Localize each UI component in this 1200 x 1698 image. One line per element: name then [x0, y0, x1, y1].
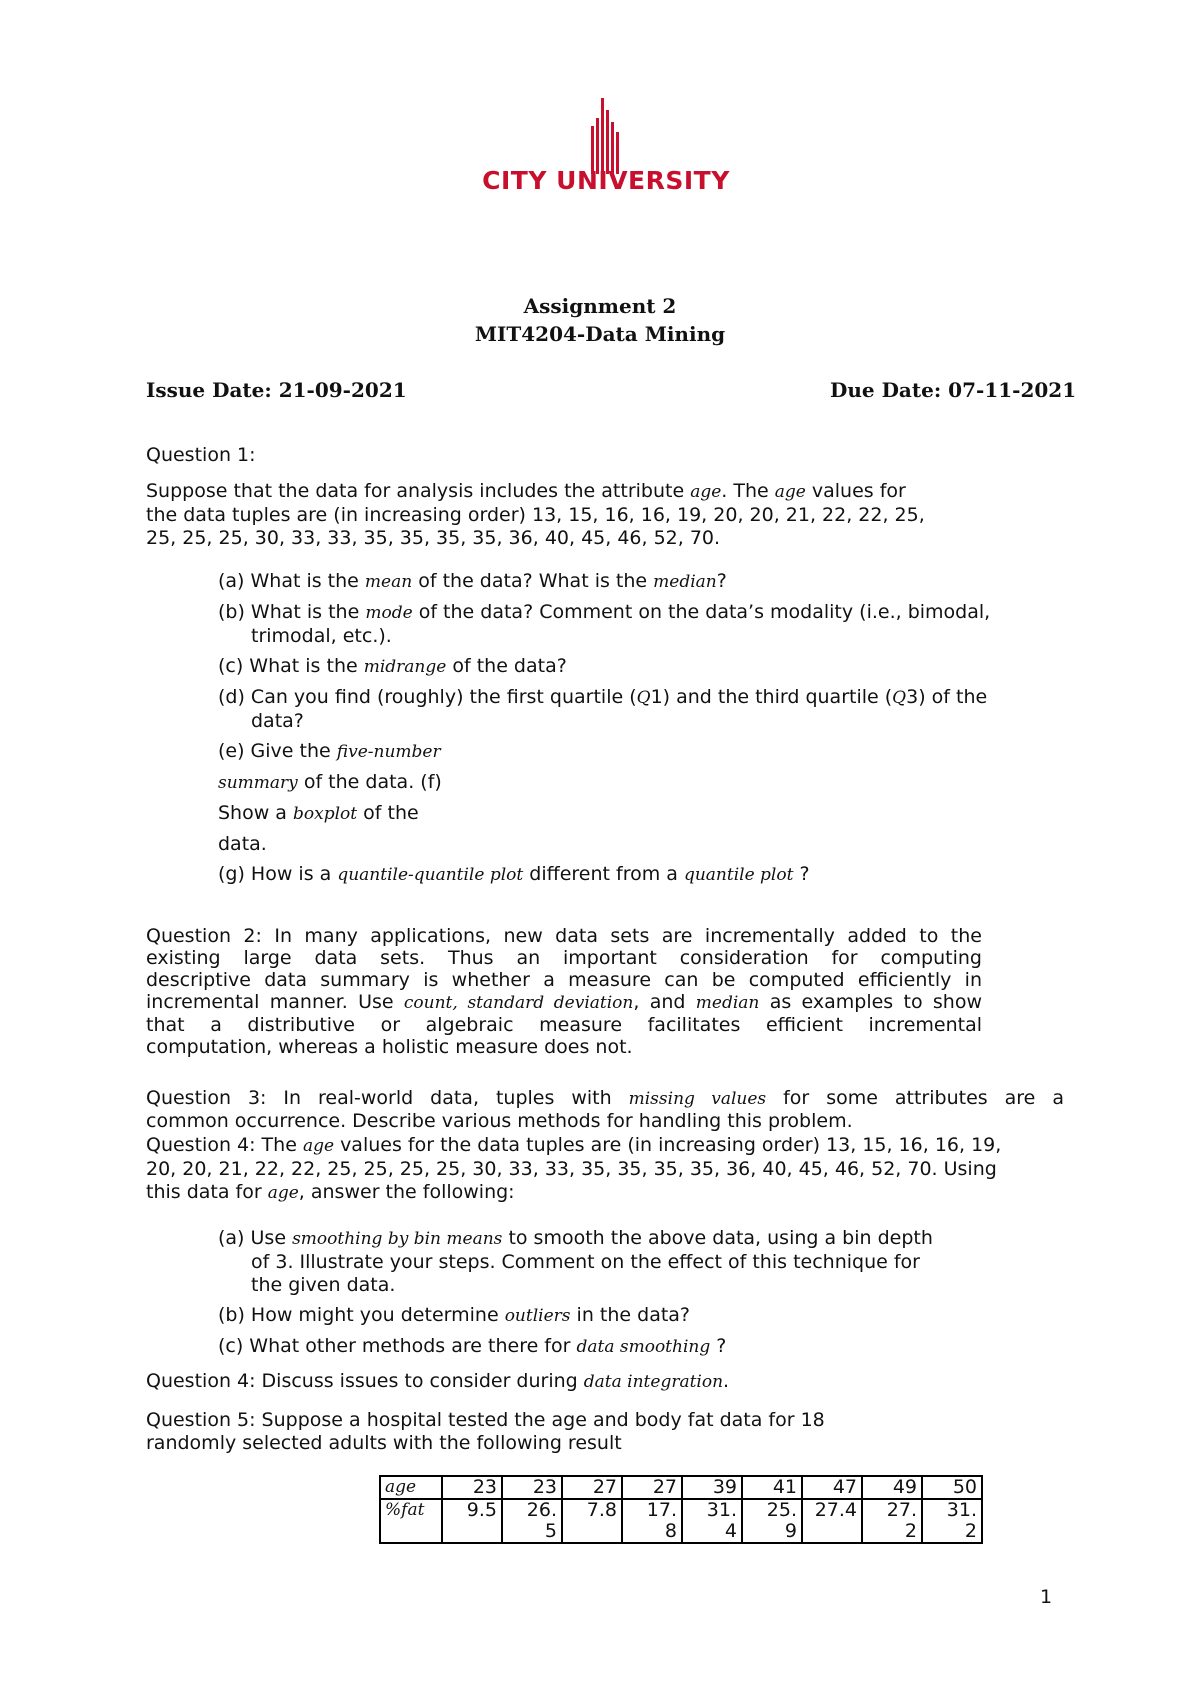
- table-cell: 47: [802, 1476, 862, 1499]
- q1-part-b: (b) What is the mode of the data? Comment on the data’s modality (i.e., bimodal,: [218, 601, 991, 623]
- table-cell: 50: [922, 1476, 982, 1499]
- table-cell: 25. 9: [742, 1499, 802, 1543]
- table-cell: 27: [622, 1476, 682, 1499]
- q4-part-a: (a) Use smoothing by bin means to smooth the above data, using a bin depth: [218, 1227, 933, 1249]
- table-cell: 39: [682, 1476, 742, 1499]
- q1-parts: (a) What is the mean of the data? What is the median? (b) What is the mode of the data? Comment on the data’s modality (i.e., bimodal, trimodal, etc.). (c) What is the midrange of the data? (d) Can you find (roughly) the first quartile (Q1) and the third quartile (Q3) of the data? (e) Give the five-number summary of the data. (f) Show a boxplot of the data. (g) How is a quantile-quantile plot different from a quantile plot ?: [218, 570, 1068, 887]
- table-cell: 17. 8: [622, 1499, 682, 1543]
- table-cell: 31. 2: [922, 1499, 982, 1543]
- page-number: 1: [1040, 1586, 1053, 1608]
- table-cell: 31. 4: [682, 1499, 742, 1543]
- q1-heading: Question 1:: [146, 444, 256, 466]
- q1-part-e: (e) Give the five-number: [218, 740, 441, 762]
- q2-text: Question 2: In many applications, new data sets are incrementally added to the existing large data sets. Thus an important consideration for computing descriptive data summary is whether a measure can be computed efficiently in incremental manner. Use count, standard deviation, and median as examples to show that a distributive or algebraic measure facilitates efficient incremental computation, whereas a holistic measure does not.: [146, 925, 982, 1058]
- table-cell: 27. 2: [862, 1499, 922, 1543]
- q3-text: Question 3: In real-world data, tuples with missing values for some attributes are a common occurrence. Describe various methods for handling this problem.: [146, 1087, 1064, 1132]
- table-cell: 49: [862, 1476, 922, 1499]
- q4-part-c: (c) What other methods are there for data smoothing ?: [218, 1335, 727, 1357]
- q1-part-d: (d) Can you find (roughly) the first quartile (Q1) and the third quartile (Q3) of the: [218, 686, 988, 708]
- issue-date: Issue Date: 21-09-2021: [146, 378, 407, 402]
- table-cell: 27: [562, 1476, 622, 1499]
- q4b-text: Question 4: Discuss issues to consider during data integration.: [146, 1370, 730, 1392]
- q1-part-f: Show a boxplot of the: [218, 802, 419, 824]
- table-cell: 7.8: [562, 1499, 622, 1543]
- table-cell: 26. 5: [502, 1499, 562, 1543]
- course-title: MIT4204-Data Mining: [474, 322, 726, 346]
- q1-intro: Suppose that the data for analysis includes the attribute age. The age values for the data tuples are (in increasing order) 13, 15, 16, 16, 19, 20, 20, 21, 22, 22, 25, 25, 25, 25, 30, 33, 33, 35, 35, 35, 35, 36, 40, 45, 46, 52, 70.: [146, 480, 925, 549]
- table-row: [380, 1499, 982, 1543]
- q4-parts: (a) Use smoothing by bin means to smooth the above data, using a bin depth of 3. Illustrate your steps. Comment on the effect of this technique for the given data. (b) How might you determine outliers in the data? (c) What other methods are there for data smoothing ?: [218, 1227, 1068, 1359]
- university-logo: [481, 98, 731, 196]
- q4-text: Question 4: The age values for the data tuples are (in increasing order) 13, 15, 16, 16, 19, 20, 20, 21, 22, 22, 25, 25, 25, 25, 30, 33, 33, 35, 35, 35, 35, 36, 40, 45, 46, 52, 70. Using this data for age, answer the following:: [146, 1134, 1002, 1203]
- table-cell: 27.4: [802, 1499, 862, 1543]
- table-row: [380, 1476, 982, 1499]
- table-cell: 23: [502, 1476, 562, 1499]
- assignment-title: Assignment 2: [523, 294, 677, 318]
- row-label-age: age: [380, 1476, 442, 1499]
- row-label-fat: %fat: [380, 1499, 442, 1543]
- q4-part-b: (b) How might you determine outliers in the data?: [218, 1304, 691, 1326]
- logo-text: CITY UNIVERSITY: [482, 166, 730, 195]
- q1-part-a: (a) What is the mean of the data? What is the median?: [218, 570, 727, 592]
- table-cell: 9.5: [442, 1499, 502, 1543]
- due-date: Due Date: 07-11-2021: [830, 378, 1077, 402]
- q5-text: Question 5: Suppose a hospital tested the age and body fat data for 18 randomly selected adults with the following result: [146, 1409, 825, 1454]
- age-fat-table: [379, 1475, 983, 1544]
- q1-part-c: (c) What is the midrange of the data?: [218, 655, 567, 677]
- table-cell: 23: [442, 1476, 502, 1499]
- q1-part-g: (g) How is a quantile-quantile plot different from a quantile plot ?: [218, 863, 810, 885]
- table-cell: 41: [742, 1476, 802, 1499]
